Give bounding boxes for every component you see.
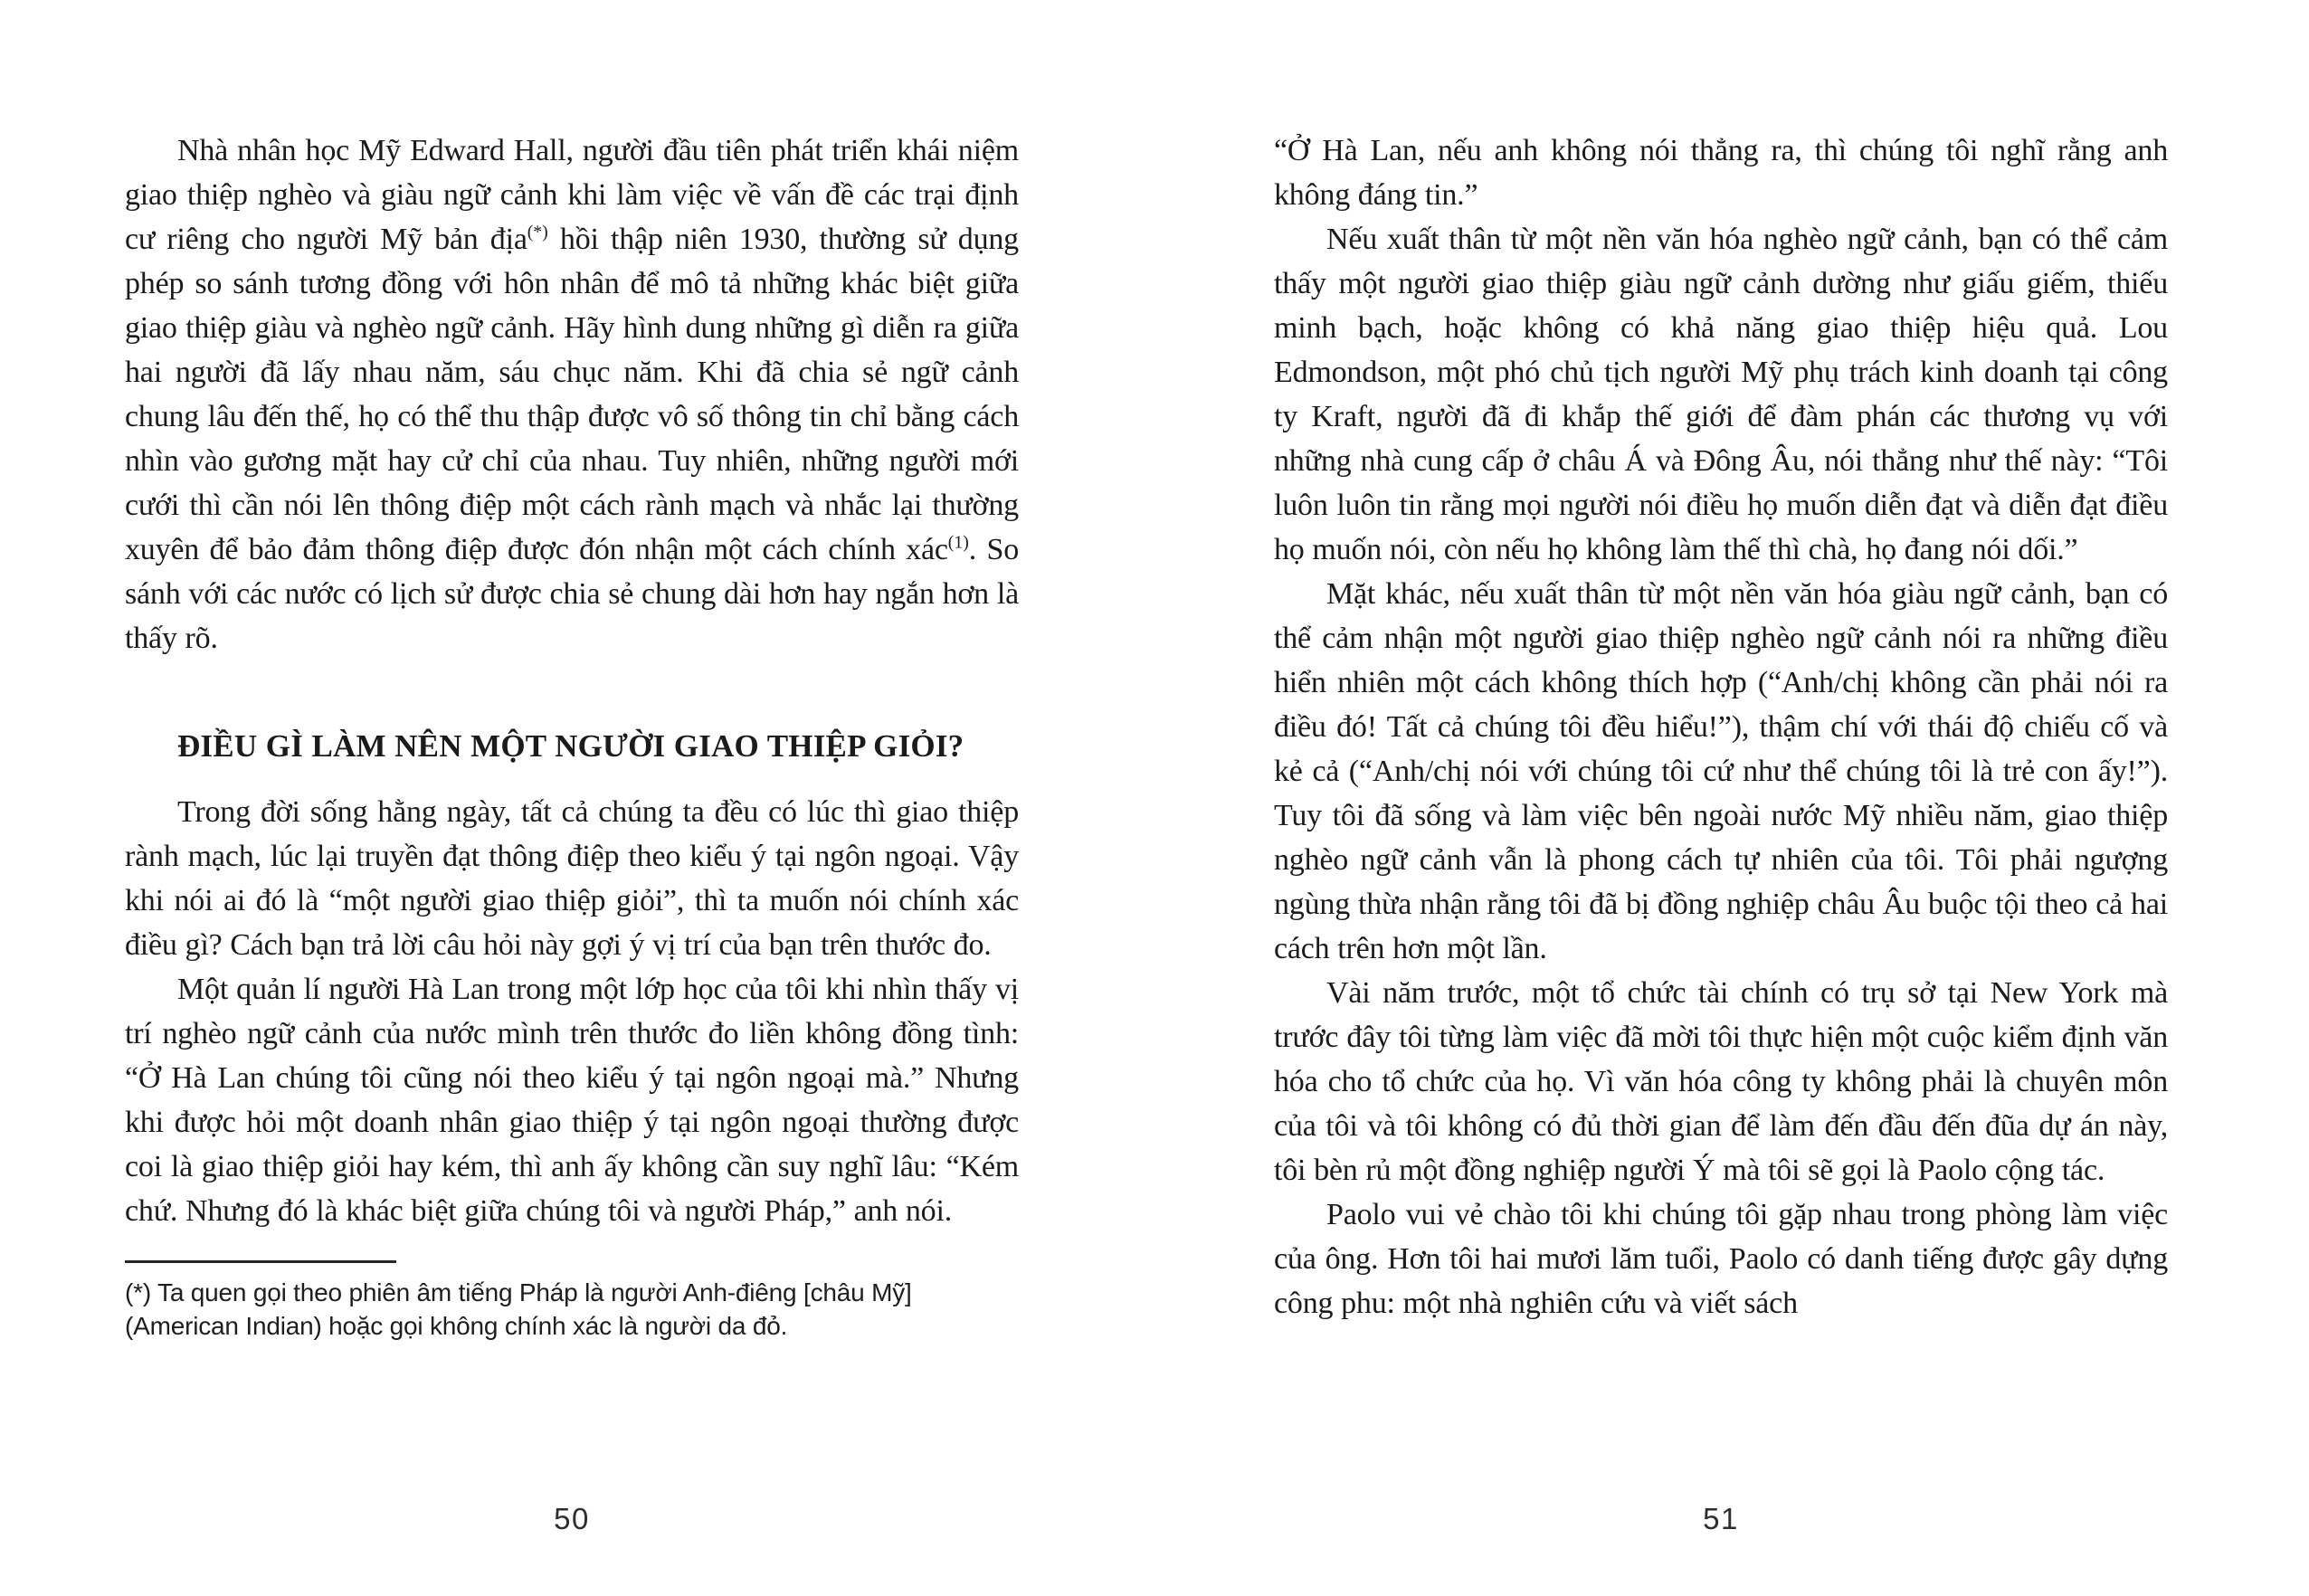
paragraph: Trong đời sống hằng ngày, tất cả chúng ta đều có lúc thì giao thiệp rành mạch, lúc lại truyền đạt thông điệp theo kiểu ý tại ngôn ngoại. Vậy khi nói ai đó là “một người giao thiệp giỏi”, thì ta muốn nói chính xác điều gì? Cách bạn trả lời câu hỏi này gợi ý vị trí của bạn trên thước đo. <box>125 795 1019 962</box>
page-number-right: 51 <box>1703 1502 1739 1535</box>
paragraph: Vài năm trước, một tổ chức tài chính có trụ sở tại New York mà trước đây tôi từng làm việc đã mời tôi thực hiện một cuộc kiểm định văn hóa cho tổ chức của họ. Vì văn hóa công ty không phải là chuyên môn của tôi và tôi không có đủ thời gian để làm đến đầu đến đũa dự án này, tôi bèn rủ một đồng nghiệp người Ý mà tôi sẽ gọi là Paolo cộng tác. <box>1274 976 2168 1187</box>
section-heading: ĐIỀU GÌ LÀM NÊN MỘT NGƯỜI GIAO THIỆP GIỎI? <box>177 728 964 764</box>
footnote-block <box>125 1260 1019 1343</box>
footnote-reference-marker: (*) <box>527 222 548 242</box>
footnote-reference-marker: (1) <box>947 532 969 553</box>
footnote-divider <box>125 1260 396 1263</box>
page-number-left: 50 <box>554 1502 590 1535</box>
right-text-column <box>1274 128 2168 1325</box>
footnote-text: (*) Ta quen gọi theo phiên âm tiếng Pháp là người Anh-điêng [châu Mỹ] (American Indian) hoặc gọi không chính xác là người da đỏ. <box>125 1278 912 1340</box>
paragraph: Mặt khác, nếu xuất thân từ một nền văn hóa giàu ngữ cảnh, bạn có thể cảm nhận một người giao thiệp nghèo ngữ cảnh nói ra những điều hiển nhiên một cách không thích hợp (“Anh/chị không cần phải nói ra điều đó! Tất cả chúng tôi đều hiểu!”), thậm chí với thái độ chiếu cố và kẻ cả (“Anh/chị nói với chúng tôi cứ như thể chúng tôi là trẻ con ấy!”). Tuy tôi đã sống và làm việc bên ngoài nước Mỹ nhiều năm, giao thiệp nghèo ngữ cảnh vẫn là phong cách tự nhiên của tôi. Tôi phải ngượng ngùng thừa nhận rằng tôi đã bị đồng nghiệp châu Âu buộc tội theo cả hai cách trên hơn một lần. <box>1274 577 2168 965</box>
left-text-column <box>125 128 1019 1233</box>
page-left <box>125 128 1019 1596</box>
paragraph: “Ở Hà Lan, nếu anh không nói thẳng ra, thì chúng tôi nghĩ rằng anh không đáng tin.” <box>1274 134 2168 212</box>
page-right <box>1274 128 2168 1596</box>
paragraph: Nhà nhân học Mỹ Edward Hall, người đầu tiên phát triển khái niệm giao thiệp nghèo và giàu ngữ cảnh khi làm việc về vấn đề các trại định cư riêng cho người Mỹ bản địa(*) hồi thập niên 1930, thường sử dụng phép so sánh tương đồng với hôn nhân để mô tả những khác biệt giữa giao thiệp giàu và nghèo ngữ cảnh. Hãy hình dung những gì diễn ra giữa hai người đã lấy nhau năm, sáu chục năm. Khi đã chia sẻ ngữ cảnh chung lâu đến thế, họ có thể thu thập được vô số thông tin chỉ bằng cách nhìn vào gương mặt hay cử chỉ của nhau. Tuy nhiên, những người mới cưới thì cần nói lên thông điệp một cách rành mạch và nhắc lại thường xuyên để bảo đảm thông điệp được đón nhận một cách chính xác$^{(1)}$. So sánh với các nước có lịch sử được chia sẻ chung dài hơn hay ngắn hơn là thấy rõ. <box>125 134 1019 655</box>
paragraph: Paolo vui vẻ chào tôi khi chúng tôi gặp nhau trong phòng làm việc của ông. Hơn tôi hai mươi lăm tuổi, Paolo có danh tiếng được gây dựng công phu: một nhà nghiên cứu và viết sách <box>1274 1198 2168 1320</box>
paragraph: Một quản lí người Hà Lan trong một lớp học của tôi khi nhìn thấy vị trí nghèo ngữ cảnh của nước mình trên thước đo liền không đồng tình: “Ở Hà Lan chúng tôi cũng nói theo kiểu ý tại ngôn ngoại mà.” Nhưng khi được hỏi một doanh nhân giao thiệp ý tại ngôn ngoại thường được coi là giao thiệp giỏi hay kém, thì anh ấy không cần suy nghĩ lâu: “Kém chứ. Nhưng đó là khác biệt giữa chúng tôi và người Pháp,” anh nói. <box>125 973 1019 1228</box>
paragraph: Nếu xuất thân từ một nền văn hóa nghèo ngữ cảnh, bạn có thể cảm thấy một người giao thiệp giàu ngữ cảnh dường như giấu giếm, thiếu minh bạch, hoặc không có khả năng giao thiệp hiệu quả. Lou Edmondson, một phó chủ tịch người Mỹ phụ trách kinh doanh tại công ty Kraft, người đã đi khắp thế giới để đàm phán các thương vụ với những nhà cung cấp ở châu Á và Đông Âu, nói thẳng như thế này: “Tôi luôn luôn tin rằng mọi người nói điều họ muốn diễn đạt và diễn đạt điều họ muốn nói, còn nếu họ không làm thế thì chà, họ đang nói dối.” <box>1274 223 2168 566</box>
